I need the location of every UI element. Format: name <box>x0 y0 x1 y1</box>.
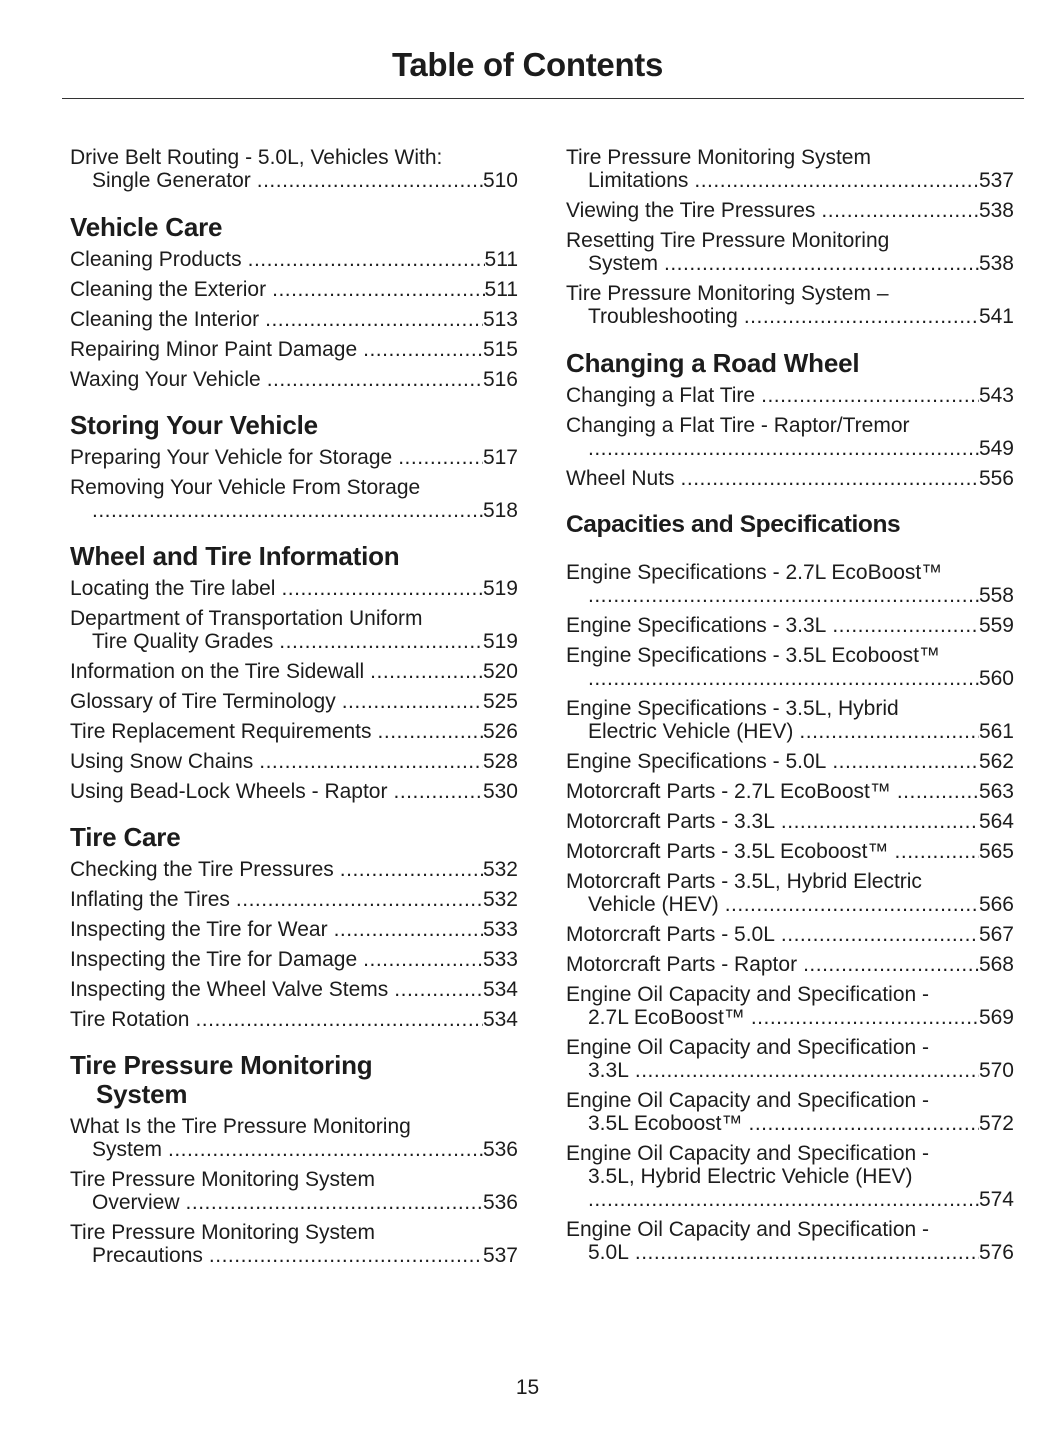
toc-entry-label: 3.5L Ecoboost™ <box>588 1112 743 1135</box>
toc-entry-row <box>566 1112 1014 1135</box>
toc-entry-page-number: 565 <box>978 840 1014 863</box>
toc-entry-using-snow-chains[interactable] <box>70 750 518 773</box>
toc-entry-row <box>566 953 1014 976</box>
toc-entry-cleaning-the-interior[interactable] <box>70 308 518 331</box>
toc-entry-page-number: 511 <box>484 248 518 271</box>
toc-entry-inspecting-the-tire-for-damage[interactable] <box>70 948 518 971</box>
toc-entry-page-number: 533 <box>482 948 518 971</box>
leader-dots <box>588 667 979 690</box>
toc-entry-row <box>70 660 518 683</box>
toc-entry-label: Changing a Flat Tire <box>566 384 756 407</box>
toc-entry-label: 3.3L <box>588 1059 629 1082</box>
toc-entry-glossary-of-tire-terminology[interactable] <box>70 690 518 713</box>
toc-entry-engine-oil-capacity-and-specification[interactable] <box>566 1036 1014 1082</box>
toc-entry-row <box>70 368 518 391</box>
toc-entry-resetting-tire-pressure-monitoring[interactable] <box>566 229 1014 275</box>
toc-entry-label: Locating the Tire label <box>70 577 276 600</box>
toc-entry-page-number: 538 <box>978 199 1014 222</box>
leader-dots <box>342 690 483 713</box>
toc-entry-motorcraft-parts-raptor[interactable] <box>566 953 1014 976</box>
toc-entry-motorcraft-parts-3-5l-hybrid-electric[interactable] <box>566 870 1014 916</box>
toc-entry-tire-rotation[interactable] <box>70 1008 518 1031</box>
toc-entry-title-line: Engine Specifications - 3.5L Ecoboost™ <box>566 644 940 667</box>
toc-entry-engine-specifications-3-5l-ecoboost[interactable] <box>566 644 1014 690</box>
toc-entry-row <box>566 750 1014 773</box>
toc-entry-page-number: 569 <box>978 1006 1014 1029</box>
toc-entry-row <box>566 584 1014 607</box>
section-heading-text: Tire Pressure Monitoring <box>70 1050 373 1080</box>
leader-dots <box>832 614 979 637</box>
toc-entry-wheel-nuts[interactable] <box>566 467 1014 490</box>
leader-dots <box>588 1188 979 1211</box>
toc-entry-page-number: 567 <box>978 923 1014 946</box>
toc-entry-row <box>566 840 1014 863</box>
toc-entry-page-number: 561 <box>978 720 1014 743</box>
leader-dots <box>363 338 483 361</box>
toc-entry-page-number: 528 <box>482 750 518 773</box>
toc-entry-row <box>70 169 518 192</box>
toc-entry-page-number: 533 <box>482 918 518 941</box>
toc-entry-drive-belt-routing-5-0l-vehicles-with[interactable] <box>70 146 518 192</box>
toc-entry-label: Tire Replacement Requirements <box>70 720 372 743</box>
toc-section-tire-care <box>70 823 518 1031</box>
toc-entry-label: Repairing Minor Paint Damage <box>70 338 358 361</box>
leader-dots <box>588 584 979 607</box>
toc-entry-label: Waxing Your Vehicle <box>70 368 261 391</box>
toc-entry-tire-pressure-monitoring-system[interactable] <box>566 282 1014 328</box>
toc-entry-title-line: Changing a Flat Tire - Raptor/Tremor <box>566 414 910 437</box>
toc-entry-page-number: 518 <box>482 499 518 522</box>
toc-entry-tire-replacement-requirements[interactable] <box>70 720 518 743</box>
toc-entry-waxing-your-vehicle[interactable] <box>70 368 518 391</box>
toc-entry-page-number: 534 <box>482 978 518 1001</box>
toc-entry-preparing-your-vehicle-for-storage[interactable] <box>70 446 518 469</box>
toc-entry-row <box>70 858 518 881</box>
toc-entry-page-number: 519 <box>482 630 518 653</box>
toc-entry-label: Inspecting the Wheel Valve Stems <box>70 978 389 1001</box>
toc-entry-page-number: 516 <box>482 368 518 391</box>
toc-entry-information-on-the-tire-sidewall[interactable] <box>70 660 518 683</box>
toc-entry-page-number: 536 <box>482 1191 518 1214</box>
leader-dots <box>272 278 484 301</box>
toc-entry-page-number: 532 <box>482 888 518 911</box>
leader-dots <box>781 923 979 946</box>
toc-entry-label: Cleaning the Interior <box>70 308 260 331</box>
toc-entry-label: Motorcraft Parts - 2.7L EcoBoost™ <box>566 780 891 803</box>
toc-entry-label: Troubleshooting <box>588 305 738 328</box>
toc-entry-engine-specifications-3-5l-hybrid[interactable] <box>566 697 1014 743</box>
toc-entry-row <box>70 499 518 522</box>
toc-entry-label: Wheel Nuts <box>566 467 675 490</box>
toc-entry-locating-the-tire-label[interactable] <box>70 577 518 600</box>
toc-entry-row <box>566 923 1014 946</box>
leader-dots <box>761 384 979 407</box>
toc-entry-cleaning-the-exterior[interactable] <box>70 278 518 301</box>
toc-entry-row <box>70 918 518 941</box>
toc-entry-page-number: 556 <box>978 467 1014 490</box>
toc-entry-page-number: 513 <box>482 308 518 331</box>
leader-dots <box>257 169 483 192</box>
leader-dots <box>267 368 483 391</box>
toc-entry-row <box>566 780 1014 803</box>
section-heading <box>566 510 1014 539</box>
toc-entry-title-line: Tire Pressure Monitoring System <box>70 1168 375 1191</box>
toc-entry-row <box>566 1006 1014 1029</box>
toc-entry-changing-a-flat-tire-raptor-tremor[interactable] <box>566 414 1014 460</box>
title-divider <box>62 98 1024 99</box>
section-heading-text: Vehicle Care <box>70 212 223 242</box>
toc-entry-row <box>70 248 518 271</box>
toc-entry-page-number: 558 <box>978 584 1014 607</box>
leader-dots <box>725 893 979 916</box>
toc-entry-page-number: 549 <box>978 437 1014 460</box>
section-heading-text: Changing a Road Wheel <box>566 348 860 378</box>
toc-entry-label: Motorcraft Parts - Raptor <box>566 953 798 976</box>
leader-dots <box>281 577 482 600</box>
toc-entry-page-number: 525 <box>482 690 518 713</box>
toc-entry-removing-your-vehicle-from-storage[interactable] <box>70 476 518 522</box>
toc-entry-row <box>566 467 1014 490</box>
toc-entry-label: Information on the Tire Sidewall <box>70 660 365 683</box>
toc-entry-row <box>70 278 518 301</box>
toc-entry-title-line: Engine Oil Capacity and Specification - <box>566 1089 930 1112</box>
leader-dots <box>832 750 979 773</box>
toc-entry-label: Inspecting the Tire for Damage <box>70 948 358 971</box>
toc-entry-page-number: 537 <box>978 169 1014 192</box>
toc-entry-label: Precautions <box>92 1244 203 1267</box>
toc-entry-label: Cleaning Products <box>70 248 242 271</box>
toc-entry-engine-specifications-3-3l[interactable] <box>566 614 1014 637</box>
toc-entry-checking-the-tire-pressures[interactable] <box>70 858 518 881</box>
section-heading <box>70 542 518 571</box>
toc-entry-page-number: 572 <box>978 1112 1014 1135</box>
toc-column-left <box>70 146 518 1274</box>
toc-entry-title-line: Engine Specifications - 2.7L EcoBoost™ <box>566 561 943 584</box>
toc-entry-label: Cleaning the Exterior <box>70 278 267 301</box>
toc-section-tire-pressure-monitoring <box>70 1051 518 1267</box>
leader-dots <box>248 248 485 271</box>
leader-dots <box>209 1244 483 1267</box>
toc-entry-page-number: 515 <box>482 338 518 361</box>
toc-entry-page-number: 538 <box>978 252 1014 275</box>
section-heading-text: Storing Your Vehicle <box>70 410 318 440</box>
toc-entry-page-number: 536 <box>482 1138 518 1161</box>
leader-dots <box>781 810 979 833</box>
toc-entry-cleaning-products[interactable] <box>70 248 518 271</box>
toc-entry-title-line: Department of Transportation Uniform <box>70 607 423 630</box>
toc-entry-motorcraft-parts-3-3l[interactable] <box>566 810 1014 833</box>
toc-entry-label: Using Bead-Lock Wheels - Raptor <box>70 780 388 803</box>
leader-dots <box>398 446 483 469</box>
toc-entry-row <box>566 720 1014 743</box>
toc-entry-viewing-the-tire-pressures[interactable] <box>566 199 1014 222</box>
leader-dots <box>168 1138 483 1161</box>
toc-entry-label: Inflating the Tires <box>70 888 230 911</box>
spacer <box>566 335 1014 349</box>
page-number: 15 <box>515 1376 540 1399</box>
leader-dots <box>378 720 483 743</box>
toc-entry-title-line: Drive Belt Routing - 5.0L, Vehicles With: <box>70 146 443 169</box>
toc-entry-title-line: Tire Pressure Monitoring System <box>566 146 871 169</box>
leader-dots <box>821 199 979 222</box>
leader-dots <box>195 1008 483 1031</box>
toc-entry-label: Tire Rotation <box>70 1008 190 1031</box>
leader-dots <box>588 437 979 460</box>
toc-entry-title-line: Resetting Tire Pressure Monitoring <box>566 229 890 252</box>
leader-dots <box>635 1059 979 1082</box>
toc-entry-page-number: 520 <box>482 660 518 683</box>
toc-entry-row <box>70 720 518 743</box>
toc-entry-page-number: 511 <box>484 278 518 301</box>
toc-entry-page-number: 560 <box>978 667 1014 690</box>
section-heading <box>70 1051 518 1109</box>
toc-entry-engine-specifications-5-0l[interactable] <box>566 750 1014 773</box>
toc-entry-label: Motorcraft Parts - 5.0L <box>566 923 775 946</box>
toc-entry-page-number: 562 <box>978 750 1014 773</box>
section-heading-text: Wheel and Tire Information <box>70 541 400 571</box>
section-heading-text-line2: System <box>96 1079 188 1109</box>
toc-entry-label: Preparing Your Vehicle for Storage <box>70 446 393 469</box>
toc-entry-row <box>70 888 518 911</box>
toc-entry-title-line: 3.5L, Hybrid Electric Vehicle (HEV) <box>588 1165 913 1188</box>
toc-entry-row <box>566 384 1014 407</box>
toc-entry-engine-oil-capacity-and-specification[interactable] <box>566 1218 1014 1264</box>
leader-dots <box>694 169 979 192</box>
toc-entry-motorcraft-parts-2-7l-ecoboost[interactable] <box>566 780 1014 803</box>
toc-entry-title-line: Motorcraft Parts - 3.5L, Hybrid Electric <box>566 870 922 893</box>
toc-entry-page-number: 564 <box>978 810 1014 833</box>
toc-entry-row <box>70 750 518 773</box>
leader-dots <box>393 780 482 803</box>
leader-dots <box>799 720 979 743</box>
toc-entry-tire-pressure-monitoring-system[interactable] <box>70 1221 518 1267</box>
leader-dots <box>265 308 483 331</box>
toc-entry-page-number: 510 <box>482 169 518 192</box>
toc-entry-engine-oil-capacity-and-specification[interactable] <box>566 983 1014 1029</box>
section-heading-text: Capacities and Specifications <box>566 511 901 538</box>
toc-entry-title-line: Engine Oil Capacity and Specification - <box>566 1036 930 1059</box>
toc-entry-title-line: Tire Pressure Monitoring System – <box>566 282 889 305</box>
leader-dots <box>394 978 483 1001</box>
leader-dots <box>664 252 979 275</box>
toc-entry-row <box>566 1059 1014 1082</box>
toc-entry-row <box>70 446 518 469</box>
section-heading <box>70 823 518 852</box>
toc-entry-label: System <box>92 1138 163 1161</box>
toc-entry-row <box>566 199 1014 222</box>
toc-entry-page-number: 532 <box>482 858 518 881</box>
section-heading <box>566 349 1014 378</box>
section-heading <box>70 411 518 440</box>
toc-entry-label: Engine Specifications - 5.0L <box>566 750 827 773</box>
leader-dots <box>334 918 483 941</box>
leader-dots <box>92 499 483 522</box>
section-heading-text: Tire Care <box>70 822 181 852</box>
toc-section-wheel-and-tire-information <box>70 542 518 803</box>
section-heading <box>70 213 518 242</box>
toc-entry-row <box>566 169 1014 192</box>
toc-entry-tire-pressure-monitoring-system[interactable] <box>70 1168 518 1214</box>
leader-dots <box>897 780 979 803</box>
toc-entry-label: 2.7L EcoBoost™ <box>588 1006 745 1029</box>
toc-entry-label: Engine Specifications - 3.3L <box>566 614 827 637</box>
leader-dots <box>370 660 483 683</box>
toc-entry-label: Motorcraft Parts - 3.5L Ecoboost™ <box>566 840 889 863</box>
toc-entry-engine-oil-capacity-and-specification[interactable] <box>566 1142 1014 1211</box>
leader-dots <box>635 1241 979 1264</box>
leader-dots <box>749 1112 979 1135</box>
toc-entry-row <box>70 1138 518 1161</box>
toc-entry-page-number: 541 <box>978 305 1014 328</box>
toc-entry-page-number: 576 <box>978 1241 1014 1264</box>
toc-entry-tire-pressure-monitoring-system[interactable] <box>566 146 1014 192</box>
toc-entry-title-line: What Is the Tire Pressure Monitoring <box>70 1115 411 1138</box>
toc-entry-repairing-minor-paint-damage[interactable] <box>70 338 518 361</box>
toc-entry-label: Single Generator <box>92 169 251 192</box>
toc-entry-label: Limitations <box>588 169 689 192</box>
toc-entry-title-line: Removing Your Vehicle From Storage <box>70 476 421 499</box>
toc-entry-changing-a-flat-tire[interactable] <box>566 384 1014 407</box>
toc-entry-engine-oil-capacity-and-specification[interactable] <box>566 1089 1014 1135</box>
toc-entry-page-number: 559 <box>978 614 1014 637</box>
leader-dots <box>744 305 979 328</box>
toc-section-changing-a-road-wheel <box>566 349 1014 490</box>
toc-entry-title-line: Engine Specifications - 3.5L, Hybrid <box>566 697 899 720</box>
leader-dots <box>259 750 483 773</box>
toc-entry-page-number: 566 <box>978 893 1014 916</box>
toc-entry-page-number: 517 <box>482 446 518 469</box>
toc-entry-row <box>70 338 518 361</box>
toc-entry-row <box>70 690 518 713</box>
toc-entry-row <box>566 614 1014 637</box>
toc-entry-inspecting-the-wheel-valve-stems[interactable] <box>70 978 518 1001</box>
leader-dots <box>186 1191 483 1214</box>
toc-entry-inspecting-the-tire-for-wear[interactable] <box>70 918 518 941</box>
toc-entry-title-line: Engine Oil Capacity and Specification - <box>566 1142 930 1165</box>
toc-entry-label: Vehicle (HEV) <box>588 893 719 916</box>
toc-entry-page-number: 563 <box>978 780 1014 803</box>
toc-entry-label: System <box>588 252 659 275</box>
toc-entry-row <box>70 308 518 331</box>
toc-entry-title-line: Engine Oil Capacity and Specification - <box>566 1218 930 1241</box>
leader-dots <box>363 948 483 971</box>
toc-entry-label: Overview <box>92 1191 180 1214</box>
toc-entry-row <box>566 1188 1014 1211</box>
toc-entry-row <box>70 948 518 971</box>
toc-section-capacities-and-specifications <box>566 510 1014 1264</box>
toc-entry-title-line: Tire Pressure Monitoring System <box>70 1221 375 1244</box>
toc-entry-label: Checking the Tire Pressures <box>70 858 334 881</box>
toc-entry-page-number: 543 <box>978 384 1014 407</box>
toc-entry-label: Motorcraft Parts - 3.3L <box>566 810 775 833</box>
toc-entry-motorcraft-parts-3-5l-ecoboost[interactable] <box>566 840 1014 863</box>
leader-dots <box>803 953 979 976</box>
toc-section-storing-your-vehicle <box>70 411 518 522</box>
leader-dots <box>340 858 483 881</box>
leader-dots <box>681 467 979 490</box>
toc-entry-row <box>566 1241 1014 1264</box>
toc-entry-label: 5.0L <box>588 1241 629 1264</box>
leader-dots <box>895 840 979 863</box>
toc-entry-row <box>566 893 1014 916</box>
toc-entry-row <box>566 810 1014 833</box>
toc-entry-motorcraft-parts-5-0l[interactable] <box>566 923 1014 946</box>
toc-entry-page-number: 530 <box>482 780 518 803</box>
toc-entry-row <box>70 978 518 1001</box>
toc-entry-label: Electric Vehicle (HEV) <box>588 720 794 743</box>
toc-entry-title-line: Engine Oil Capacity and Specification - <box>566 983 930 1006</box>
toc-section-vehicle-care <box>70 213 518 391</box>
leader-dots <box>279 630 483 653</box>
toc-entry-label: Tire Quality Grades <box>92 630 274 653</box>
toc-entry-page-number: 526 <box>482 720 518 743</box>
toc-entry-row <box>70 1008 518 1031</box>
page-title: Table of Contents <box>391 46 664 83</box>
toc-entry-label: Glossary of Tire Terminology <box>70 690 336 713</box>
toc-entry-row <box>566 252 1014 275</box>
toc-entry-using-bead-lock-wheels-raptor[interactable] <box>70 780 518 803</box>
leader-dots <box>751 1006 979 1029</box>
toc-entry-row <box>70 1191 518 1214</box>
toc-entry-engine-specifications-2-7l-ecoboost[interactable] <box>566 561 1014 607</box>
leader-dots <box>236 888 483 911</box>
toc-entry-row <box>70 780 518 803</box>
toc-entry-page-number: 537 <box>482 1244 518 1267</box>
toc-entry-row <box>566 305 1014 328</box>
toc-entry-row <box>70 1244 518 1267</box>
toc-entry-inflating-the-tires[interactable] <box>70 888 518 911</box>
toc-entry-page-number: 570 <box>978 1059 1014 1082</box>
toc-entry-row <box>70 577 518 600</box>
toc-entry-label: Viewing the Tire Pressures <box>566 199 816 222</box>
toc-entry-row <box>566 667 1014 690</box>
toc-entry-page-number: 574 <box>978 1188 1014 1211</box>
toc-entry-row <box>70 630 518 653</box>
toc-entry-page-number: 519 <box>482 577 518 600</box>
toc-entry-department-of-transportation-uniform[interactable] <box>70 607 518 653</box>
toc-entry-page-number: 568 <box>978 953 1014 976</box>
toc-entry-what-is-the-tire-pressure-monitoring[interactable] <box>70 1115 518 1161</box>
toc-column-right <box>566 146 1014 1271</box>
toc-entry-label: Using Snow Chains <box>70 750 254 773</box>
toc-entry-label: Inspecting the Tire for Wear <box>70 918 328 941</box>
spacer <box>70 199 518 213</box>
toc-entry-page-number: 534 <box>482 1008 518 1031</box>
toc-entry-row <box>566 437 1014 460</box>
